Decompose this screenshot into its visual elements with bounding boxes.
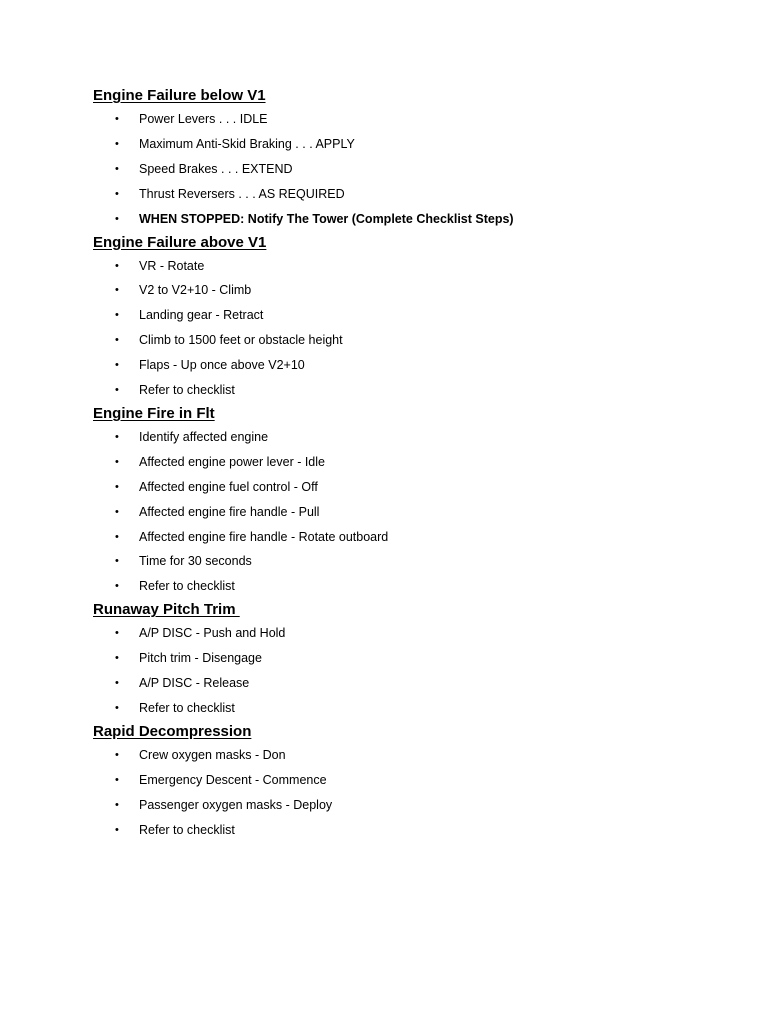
bullet-icon: • — [115, 284, 119, 297]
list-item — [93, 358, 733, 373]
bullet-icon: • — [115, 749, 119, 762]
bullet-icon: • — [115, 652, 119, 665]
list-item — [93, 308, 733, 323]
bullet-icon: • — [115, 677, 119, 690]
checklist — [93, 748, 733, 838]
list-item — [93, 455, 733, 470]
section-engine-failure-above-v1 — [93, 233, 733, 398]
section-title: Engine Fire in Flt — [93, 405, 215, 423]
item-text: Power Levers . . . IDLE — [139, 112, 268, 126]
list-item — [93, 212, 733, 227]
bullet-icon: • — [115, 530, 119, 543]
list-item — [93, 530, 733, 545]
section-engine-failure-below-v1 — [93, 86, 733, 227]
section-engine-fire-in-flt — [93, 404, 733, 594]
list-item — [93, 626, 733, 641]
item-text: Refer to checklist — [139, 701, 235, 716]
list-item — [93, 480, 733, 495]
bullet-icon: • — [115, 309, 119, 322]
list-item — [93, 748, 733, 763]
list-item — [93, 259, 733, 274]
item-text: Pitch trim - Disengage — [139, 651, 262, 666]
bullet-icon: • — [115, 431, 119, 444]
checklist — [93, 259, 733, 398]
bullet-icon: • — [115, 259, 119, 272]
bullet-icon: • — [115, 580, 119, 593]
list-item — [93, 283, 733, 298]
list-item — [93, 651, 733, 666]
bullet-icon: • — [115, 773, 119, 786]
checklist-content — [93, 86, 733, 844]
section-rapid-decompression — [93, 722, 733, 838]
bullet-icon: • — [115, 113, 119, 125]
item-text: Landing gear - Retract — [139, 308, 264, 323]
item-text: Climb to 1500 feet or obstacle height — [139, 333, 343, 348]
bullet-icon: • — [115, 555, 119, 568]
item-text: V2 to V2+10 - Climb — [139, 283, 252, 298]
list-item — [93, 554, 733, 569]
item-text: VR - Rotate — [139, 258, 205, 273]
bullet-icon: • — [115, 384, 119, 397]
list-item — [93, 823, 733, 838]
bullet-icon: • — [115, 334, 119, 347]
checklist — [93, 626, 733, 716]
bullet-icon: • — [115, 212, 119, 225]
checklist — [93, 112, 733, 227]
bullet-icon: • — [115, 137, 119, 150]
list-item — [93, 187, 733, 202]
item-text: Maximum Anti-Skid Braking . . . APPLY — [139, 136, 355, 151]
item-text: Affected engine fire handle - Rotate outboard — [139, 529, 389, 544]
item-text: Refer to checklist — [139, 822, 235, 837]
item-text: Speed Brakes . . . EXTEND — [139, 161, 293, 176]
list-item — [93, 773, 733, 788]
list-item — [93, 137, 733, 152]
list-item — [93, 676, 733, 691]
list-item — [93, 383, 733, 398]
item-text: Thrust Reversers . . . AS REQUIRED — [139, 186, 345, 201]
section-title: Rapid Decompression — [93, 723, 252, 741]
checklist — [93, 430, 733, 594]
item-text: WHEN STOPPED: Notify The Tower (Complete Checklist Steps) — [139, 211, 514, 226]
bullet-icon: • — [115, 455, 119, 468]
item-text: Refer to checklist — [139, 579, 235, 594]
item-text: Passenger oxygen masks - Deploy — [139, 797, 333, 812]
bullet-icon: • — [115, 162, 119, 175]
section-title: Engine Failure below V1 — [93, 87, 266, 104]
item-text: Flaps - Up once above V2+10 — [139, 358, 305, 373]
section-title: Runaway Pitch Trim — [93, 601, 240, 619]
section-title: Engine Failure above V1 — [93, 233, 267, 251]
item-text: A/P DISC - Release — [139, 676, 250, 691]
list-item — [93, 333, 733, 348]
item-text: Affected engine fuel control - Off — [139, 479, 318, 494]
item-text: Affected engine power lever - Idle — [139, 454, 325, 469]
list-item — [93, 430, 733, 445]
bullet-icon: • — [115, 480, 119, 493]
bullet-icon: • — [115, 702, 119, 715]
item-text: Refer to checklist — [139, 383, 235, 398]
bullet-icon: • — [115, 187, 119, 200]
bullet-icon: • — [115, 798, 119, 811]
list-item — [93, 505, 733, 520]
item-text: Identify affected engine — [139, 430, 269, 445]
item-text: A/P DISC - Push and Hold — [139, 626, 286, 641]
bullet-icon: • — [115, 359, 119, 372]
list-item — [93, 112, 733, 127]
bullet-icon: • — [115, 627, 119, 640]
bullet-icon: • — [115, 823, 119, 836]
item-text: Time for 30 seconds — [139, 554, 252, 569]
list-item — [93, 798, 733, 813]
item-text: Affected engine fire handle - Pull — [139, 504, 320, 519]
item-text: Crew oxygen masks - Don — [139, 748, 286, 763]
list-item — [93, 162, 733, 177]
list-item — [93, 701, 733, 716]
bullet-icon: • — [115, 505, 119, 518]
list-item — [93, 579, 733, 594]
item-text: Emergency Descent - Commence — [139, 772, 327, 787]
section-runaway-pitch-trim — [93, 600, 733, 716]
